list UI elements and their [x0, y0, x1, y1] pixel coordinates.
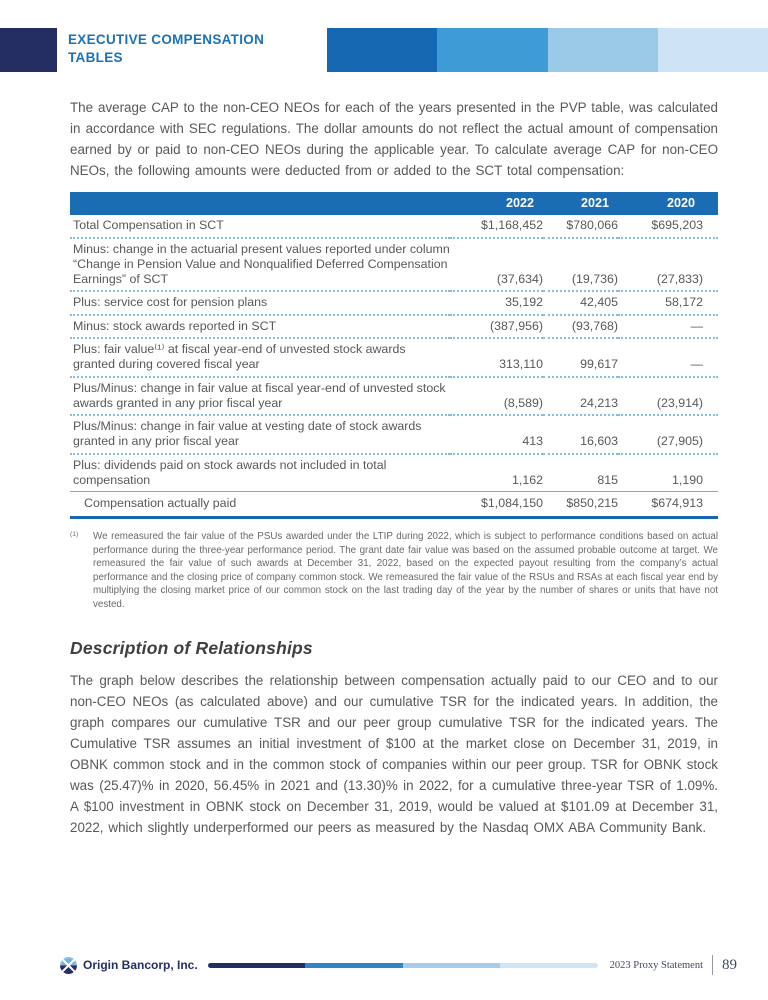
relationships-paragraph: The graph below describes the relationship between compensation actually paid to our CEO and to our non-CEO NEOs (as calculated above) and our cumulative TSR for the indicated years. In addition, the graph compares our cumulative TSR and our peer group cumulative TSR for the indicated years. The Cumulative TSR assumes an initial investment of $100 at the market close on December 31, 2019, in OBNK common stock and in the common stock of companies within our peer group. TSR for OBNK stock was (25.47)% in 2020, 56.45% in 2021 and (13.30)% in 2022, for a cumulative three-year TSR of 1.09%. A $100 investment in OBNK stock on December 31, 2019, would be valued at $101.09 at December 31, 2022, which slightly underperformed our peers as measured by the Nasdaq OMX ABA Community Bank.: [70, 672, 718, 835]
table-row: Total Compensation in SCT $1,168,452 $780,066 $695,203: [70, 215, 718, 238]
footnote-marker: (1): [70, 531, 79, 538]
header-navy-block: [0, 28, 57, 72]
footnote: [70, 530, 718, 612]
page-footer: [60, 954, 737, 976]
table-row: Plus: dividends paid on stock awards not included in total compensation 1,162 815 1,190: [73, 457, 703, 487]
table-header-row: [70, 192, 718, 215]
table-row: Plus: service cost for pension plans 35,192 42,405 58,172: [70, 291, 718, 315]
table-row: Minus: change in the actuarial present values reported under column “Change in Pension Value and Nonqualified Deferred Compensation Earnings” of SCT (37,634) (19,736) (27,833): [70, 238, 718, 292]
table-row: Plus: fair value⁽¹⁾ at fiscal year-end of unvested stock awards granted during covered fiscal year 313,110 99,617 —: [70, 338, 718, 377]
footer-proxy-label: 2023 Proxy Statement: [609, 959, 703, 971]
footnote-text: We remeasured the fair value of the PSUs awarded under the LTIP during 2022, which is subject to performance conditions based on actual performance during the three-year performance period. The grant date fair value was based on the assumed probable outcome at target. We remeasured the fair value of such awards at December 31, 2022, based on the expected payout resulting from the company’s actual performance and the closing price of company common stock. We remeasured the fair value of the RSUs and RSAs at each fiscal year end by multiplying the closing market price of our common stock on the last trading day of the year by the number of shares or units that have not vested.: [93, 531, 718, 610]
footer-company-name: Origin Bancorp, Inc.: [83, 958, 198, 972]
column-header-2020: 2020: [618, 192, 718, 215]
table-row: Plus/Minus: change in fair value at fiscal year-end of unvested stock awards granted in any prior fiscal year (8,589) 24,213 (23,914): [70, 377, 718, 416]
footer-bar-segment: [403, 963, 501, 968]
page-number: 89: [722, 956, 737, 973]
column-header-blank: [70, 192, 450, 215]
intro-paragraph: The average CAP to the non-CEO NEOs for each of the years presented in the PVP table, was calculated in accordance with SEC regulations. The dollar amounts do not reflect the actual amount of compensation earned by or paid to non-CEO NEOs during the applicable year. To calculate average CAP for non-CEO NEOs, the following amounts were deducted from or added to the SCT total compensation:: [70, 100, 718, 178]
footer-accent-bar: [208, 963, 598, 968]
footer-bar-segment: [500, 963, 597, 968]
table-row: Minus: stock awards reported in SCT (387,956) (93,768) —: [70, 315, 718, 339]
origin-bancorp-logo-icon: [60, 957, 77, 974]
table-total-row: Compensation actually paid $1,084,150 $850,215 $674,913: [70, 492, 718, 518]
page-content: [70, 0, 718, 838]
footer-bar-segment: [305, 963, 403, 968]
column-header-2021: 2021: [543, 192, 618, 215]
section-heading: Description of Relationships: [70, 637, 313, 658]
footer-bar-segment: [208, 963, 306, 968]
page-title-line1: EXECUTIVE COMPENSATION: [68, 32, 265, 47]
page-title-line2: TABLES: [68, 50, 123, 65]
footer-divider: [712, 955, 713, 975]
table-row: Plus/Minus: change in fair value at vesting date of stock awards granted in any prior fiscal year 413 16,603 (27,905): [70, 415, 718, 454]
column-header-2022: 2022: [450, 192, 543, 215]
compensation-adjustments-table: [70, 192, 718, 519]
